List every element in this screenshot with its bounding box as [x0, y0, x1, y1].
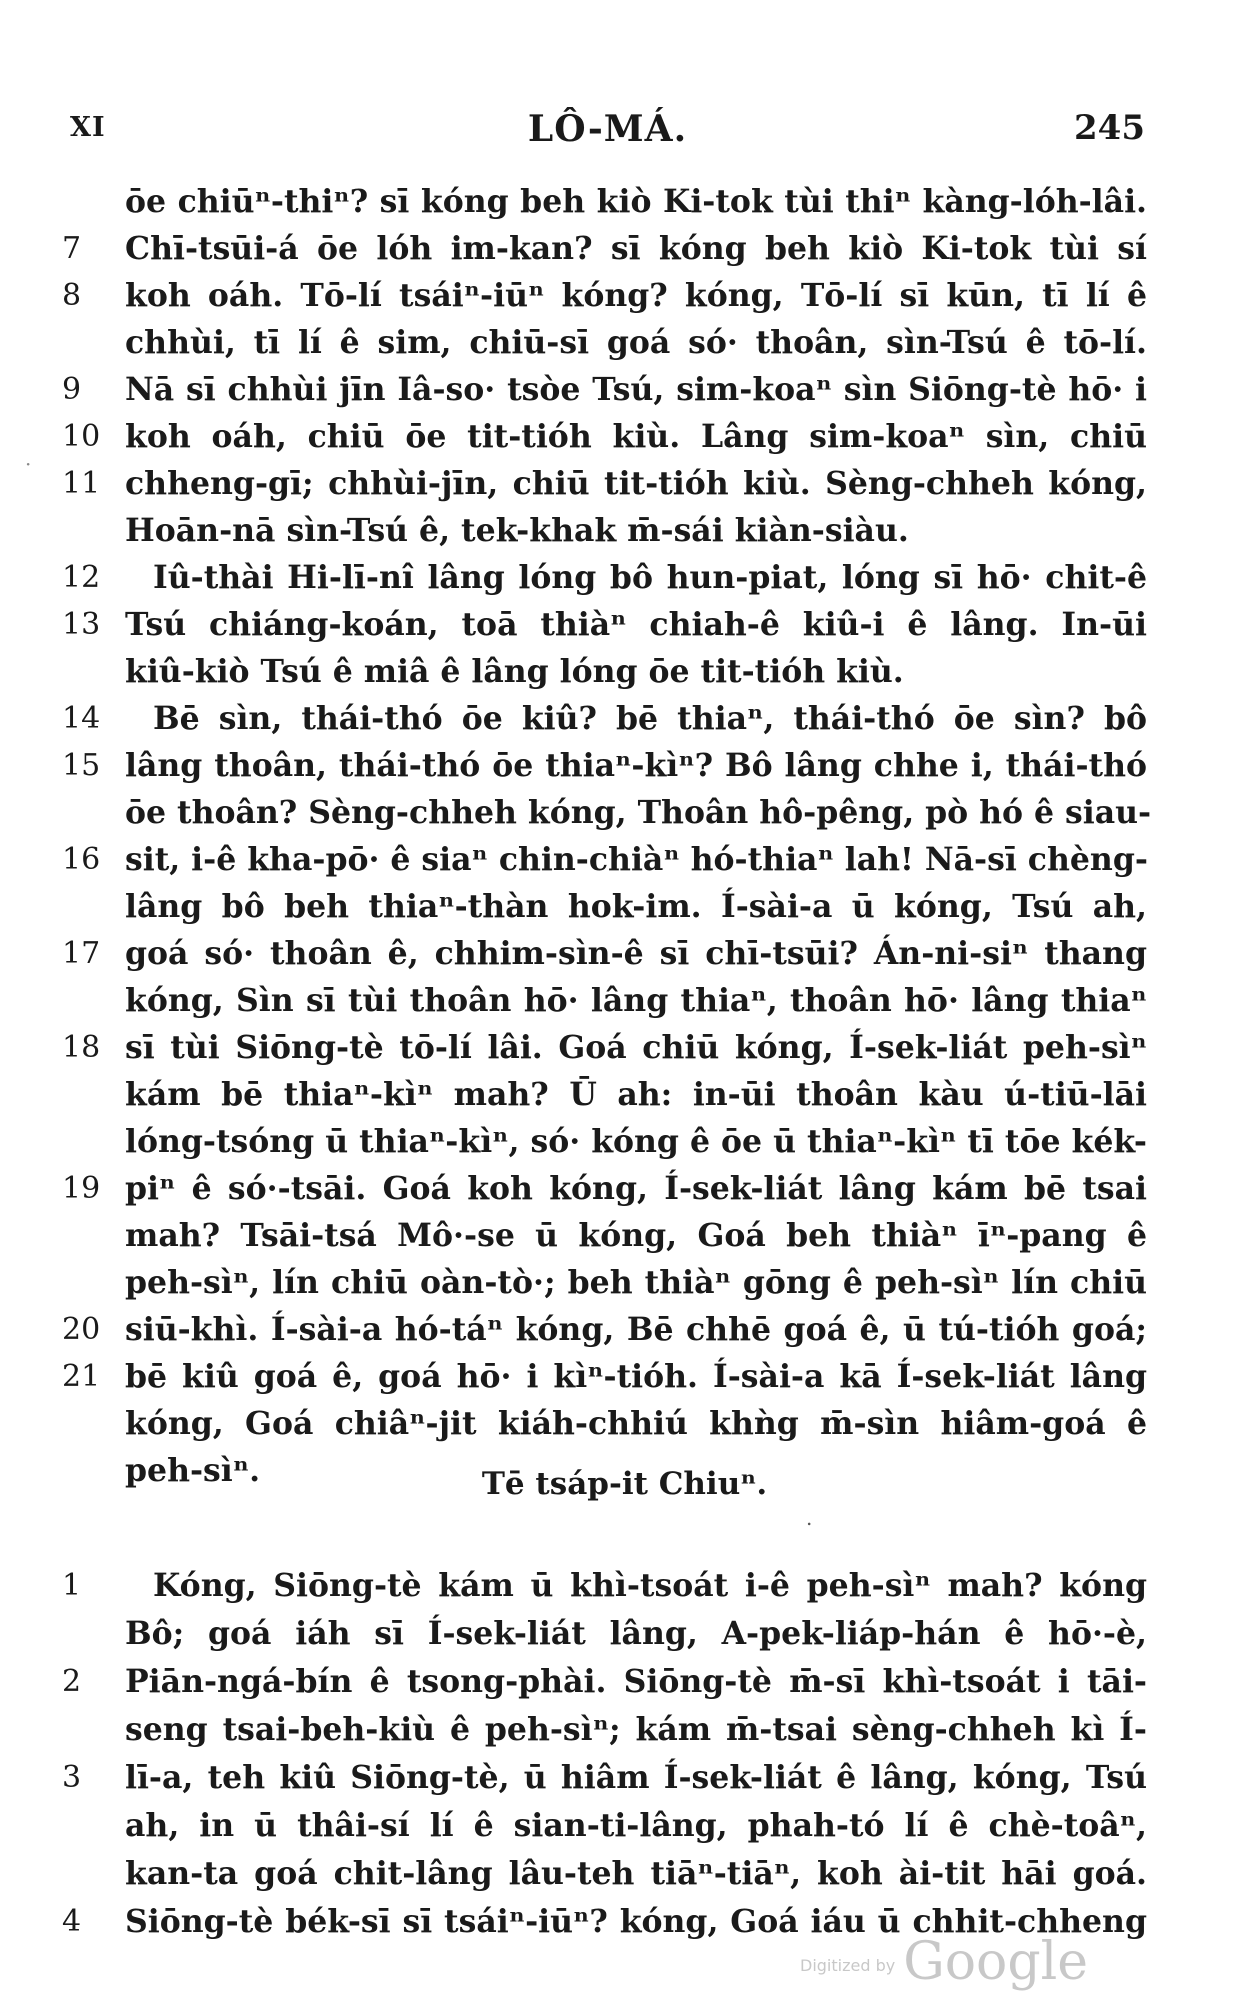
verse-number: 2 — [62, 1664, 82, 1699]
text-line — [0, 1165, 1249, 1212]
verse-number: 21 — [62, 1359, 101, 1394]
verse-number: 17 — [62, 936, 101, 971]
verse-number: 16 — [62, 842, 101, 877]
book-title: LÔ-MÁ. — [527, 108, 688, 150]
verse-text: Bē sìn, thái-thó ōe kiû? bē thiaⁿ, thái-thó ōe sìn? bô — [153, 700, 1147, 737]
verse-number: 10 — [62, 419, 101, 454]
verse-number: 20 — [62, 1312, 101, 1347]
text-block-chapter-10 — [0, 178, 1249, 1494]
verse-text: chhùi, tī lí ê sim, chiū-sī goá só· thoân, sìn-Tsú ê tō-lí. — [125, 324, 1147, 361]
verse-text: Bô; goá iáh sī Í-sek-liát lâng, A-pek-liáp-hán ê hō·-è, — [125, 1615, 1147, 1652]
chapter-heading: Tē tsáp-it Chiuⁿ. — [481, 1466, 768, 1502]
text-line — [0, 1024, 1249, 1071]
verse-text: lī-a, teh kiû Siōng-tè, ū hiâm Í-sek-liát ê lâng, kóng, Tsú — [125, 1759, 1147, 1796]
stray-dot: . — [806, 1506, 813, 1530]
text-line — [0, 1071, 1249, 1118]
chapter-numeral: XI — [70, 112, 106, 143]
text-line — [0, 1212, 1249, 1259]
verse-text: kan-ta goá chit-lâng lâu-teh tiāⁿ-tiāⁿ, koh ài-tit hāi goá. — [125, 1855, 1147, 1892]
text-line — [0, 1118, 1249, 1165]
verse-number: 14 — [62, 701, 101, 736]
verse-text: koh oáh. Tō-lí tsáiⁿ-iūⁿ kóng? kóng, Tō-lí sī kūn, tī lí ê — [125, 277, 1147, 314]
verse-number: 9 — [62, 372, 82, 407]
verse-text: goá só· thoân ê, chhim-sìn-ê sī chī-tsūi? Án-ni-siⁿ thang — [125, 935, 1147, 972]
verse-number: 18 — [62, 1030, 101, 1065]
verse-number: 4 — [62, 1904, 82, 1939]
text-block-chapter-11 — [0, 1562, 1249, 1946]
verse-text: ōe chiūⁿ-thiⁿ? sī kóng beh kiò Ki-tok tùi thiⁿ kàng-lóh-lâi. — [125, 183, 1147, 220]
verse-text: Kóng, Siōng-tè kám ū khì-tsoát i-ê peh-sìⁿ mah? kóng — [153, 1567, 1147, 1604]
text-line — [0, 742, 1249, 789]
verse-text: Chī-tsūi-á ōe lóh im-kan? sī kóng beh kiò Ki-tok tùi sí — [125, 230, 1147, 267]
text-line — [0, 1353, 1249, 1400]
text-line — [0, 648, 1249, 695]
text-line — [0, 272, 1249, 319]
verse-number: 8 — [62, 278, 82, 313]
text-line — [0, 1610, 1249, 1658]
verse-text: ah, in ū thâi-sí lí ê sian-ti-lâng, phah-tó lí ê chè-toâⁿ, — [125, 1807, 1147, 1844]
verse-text: peh-sìⁿ, lín chiū oàn-tò·; beh thiàⁿ gōng ê peh-sìⁿ lín chiū — [125, 1264, 1147, 1301]
verse-text: kiû-kiò Tsú ê miâ ê lâng lóng ōe tit-tióh kiù. — [125, 653, 904, 690]
verse-text: Piān-ngá-bín ê tsong-phài. Siōng-tè m̄-sī khì-tsoát i tāi- — [125, 1663, 1147, 1700]
verse-text: Siōng-tè bék-sī sī tsáiⁿ-iūⁿ? kóng, Goá iáu ū chhit-chheng — [125, 1903, 1147, 1940]
text-line — [0, 1754, 1249, 1802]
verse-number: 11 — [62, 466, 101, 501]
text-line — [0, 1850, 1249, 1898]
google-logo-text: Google — [903, 1932, 1089, 1992]
verse-text: lóng-tsóng ū thiaⁿ-kìⁿ, só· kóng ê ōe ū thiaⁿ-kìⁿ tī tōe kék- — [125, 1123, 1147, 1160]
digitized-watermark — [800, 1932, 1088, 1992]
verse-text: koh oáh, chiū ōe tit-tióh kiù. Lâng sim-koaⁿ sìn, chiū — [125, 418, 1147, 455]
verse-text: sī tùi Siōng-tè tō-lí lâi. Goá chiū kóng, Í-sek-liát peh-sìⁿ — [125, 1029, 1147, 1066]
verse-text: Iû-thài Hi-lī-nî lâng lóng bô hun-piat, lóng sī hō· chit-ê — [153, 559, 1147, 596]
verse-text: lâng thoân, thái-thó ōe thiaⁿ-kìⁿ? Bô lâng chhe i, thái-thó — [125, 747, 1147, 784]
text-line — [0, 883, 1249, 930]
verse-text: chheng-gī; chhùi-jīn, chiū tit-tióh kiù. Sèng-chheh kóng, — [125, 465, 1147, 502]
verse-text: siū-khì. Í-sài-a hó-táⁿ kóng, Bē chhē goá ê, ū tú-tióh goá; — [125, 1311, 1147, 1348]
verse-number: 15 — [62, 748, 101, 783]
text-line — [0, 695, 1249, 742]
running-head — [70, 108, 1145, 152]
text-line — [0, 554, 1249, 601]
verse-text: bē kiû goá ê, goá hō· i kìⁿ-tióh. Í-sài-a kā Í-sek-liát lâng — [125, 1358, 1147, 1395]
verse-text: lâng bô beh thiaⁿ-thàn hok-im. Í-sài-a ū kóng, Tsú ah, — [125, 888, 1147, 925]
text-line — [0, 366, 1249, 413]
text-line — [0, 601, 1249, 648]
margin-mark: · — [25, 452, 32, 476]
text-line — [0, 977, 1249, 1024]
text-line — [0, 1658, 1249, 1706]
text-line — [0, 1259, 1249, 1306]
verse-text: sit, i-ê kha-pō· ê siaⁿ chin-chiàⁿ hó-thiaⁿ lah! Nā-sī chèng- — [125, 841, 1148, 878]
text-line — [0, 178, 1249, 225]
verse-text: kóng, Goá chiâⁿ-jit kiáh-chhiú khǹg m̄-sìn hiâm-goá ê — [125, 1405, 1147, 1442]
verse-text: piⁿ ê só·-tsāi. Goá koh kóng, Í-sek-liát lâng kám bē tsai — [125, 1170, 1147, 1207]
verse-text: kám bē thiaⁿ-kìⁿ mah? Ū ah: in-ūi thoân kàu ú-tiū-lāi — [125, 1076, 1147, 1113]
watermark-small-text: Digitized by — [800, 1956, 896, 1975]
text-line — [0, 413, 1249, 460]
text-line — [0, 1306, 1249, 1353]
text-line — [0, 1802, 1249, 1850]
verse-text: kóng, Sìn sī tùi thoân hō· lâng thiaⁿ, thoân hō· lâng thiaⁿ — [125, 982, 1147, 1019]
verse-text: mah? Tsāi-tsá Mô·-se ū kóng, Goá beh thiàⁿ īⁿ-pang ê — [125, 1217, 1147, 1254]
verse-text: Hoān-nā sìn-Tsú ê, tek-khak m̄-sái kiàn-siàu. — [125, 512, 909, 549]
verse-number: 7 — [62, 231, 82, 266]
verse-number: 12 — [62, 560, 101, 595]
verse-text: Nā sī chhùi jīn Iâ-so· tsòe Tsú, sim-koaⁿ sìn Siōng-tè hō· i — [125, 371, 1147, 408]
verse-number: 13 — [62, 607, 101, 642]
verse-text: Tsú chiáng-koán, toā thiàⁿ chiah-ê kiû-i ê lâng. In-ūi — [125, 606, 1147, 643]
verse-number: 19 — [62, 1171, 101, 1206]
text-line — [0, 319, 1249, 366]
page-number: 245 — [1074, 108, 1145, 148]
verse-text: peh-sìⁿ. — [125, 1452, 261, 1489]
verse-text: ōe thoân? Sèng-chheh kóng, Thoân hô-pêng, pò hó ê siau- — [125, 794, 1152, 831]
verse-number: 1 — [62, 1568, 82, 1603]
verse-number: 3 — [62, 1760, 82, 1795]
text-line — [0, 225, 1249, 272]
verse-text: seng tsai-beh-kiù ê peh-sìⁿ; kám m̄-tsai sèng-chheh kì Í- — [125, 1711, 1147, 1748]
text-line — [0, 1400, 1249, 1447]
text-line — [0, 789, 1249, 836]
text-line — [0, 836, 1249, 883]
text-line — [0, 507, 1249, 554]
text-line — [0, 1706, 1249, 1754]
text-line — [0, 460, 1249, 507]
text-line — [0, 1562, 1249, 1610]
text-line — [0, 930, 1249, 977]
